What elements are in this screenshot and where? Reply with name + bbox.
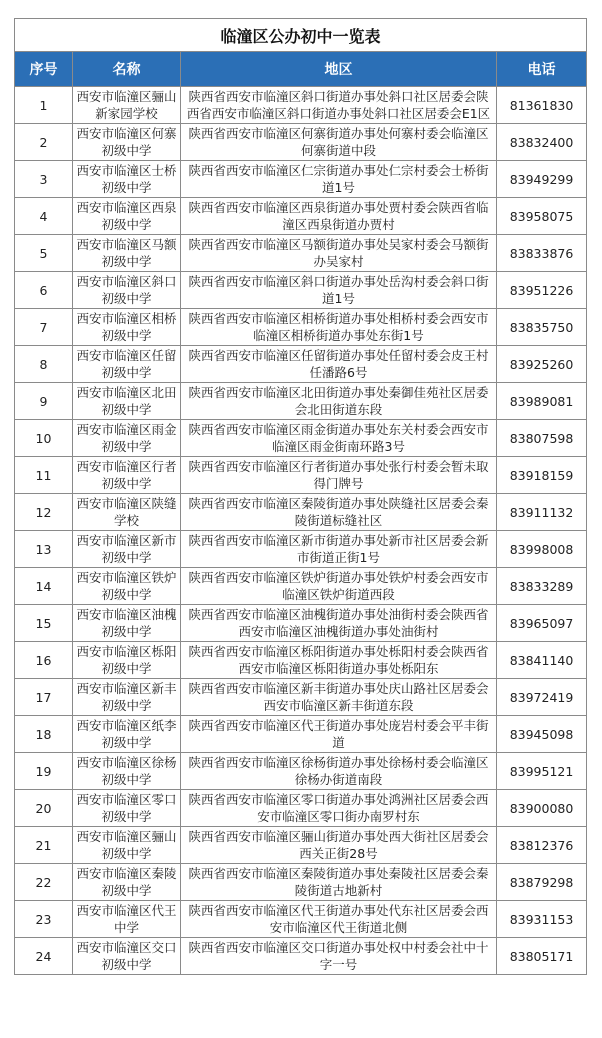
- table-row: [15, 753, 587, 790]
- school-address: 陕西省西安市临潼区代王街道办事处代东社区居委会西安市临潼区代王街道北侧: [181, 901, 497, 938]
- school-name: 西安市临潼区相桥初级中学: [73, 309, 181, 346]
- school-phone: 83925260: [497, 346, 587, 383]
- row-number: 3: [15, 161, 73, 198]
- school-address: 陕西省西安市临潼区秦陵街道办事处秦陵社区居委会秦陵街道古地新村: [181, 864, 497, 901]
- header-row: [15, 52, 587, 87]
- school-phone: 83989081: [497, 383, 587, 420]
- row-number: 16: [15, 642, 73, 679]
- table-row: [15, 901, 587, 938]
- school-phone: 83998008: [497, 531, 587, 568]
- school-phone: 83918159: [497, 457, 587, 494]
- school-phone: 83835750: [497, 309, 587, 346]
- table-row: [15, 235, 587, 272]
- table-row: [15, 309, 587, 346]
- school-name: 西安市临潼区行者初级中学: [73, 457, 181, 494]
- school-phone: 83965097: [497, 605, 587, 642]
- school-phone: 83945098: [497, 716, 587, 753]
- school-address: 陕西省西安市临潼区新市街道办事处新市社区居委会新市街道正街1号: [181, 531, 497, 568]
- school-phone: 83931153: [497, 901, 587, 938]
- table-row: [15, 346, 587, 383]
- school-name: 西安市临潼区士桥初级中学: [73, 161, 181, 198]
- school-phone: 83832400: [497, 124, 587, 161]
- school-name: 西安市临潼区斜口初级中学: [73, 272, 181, 309]
- row-number: 10: [15, 420, 73, 457]
- row-number: 4: [15, 198, 73, 235]
- table-row: [15, 938, 587, 975]
- table-row: [15, 864, 587, 901]
- school-phone: 83812376: [497, 827, 587, 864]
- school-name: 西安市临潼区新丰初级中学: [73, 679, 181, 716]
- school-address: 陕西省西安市临潼区雨金街道办事处东关村委会西安市临潼区雨金街南环路3号: [181, 420, 497, 457]
- school-address: 陕西省西安市临潼区北田街道办事处秦御佳苑社区居委会北田街道东段: [181, 383, 497, 420]
- school-name: 西安市临潼区徐杨初级中学: [73, 753, 181, 790]
- row-number: 12: [15, 494, 73, 531]
- row-number: 6: [15, 272, 73, 309]
- school-phone: 83805171: [497, 938, 587, 975]
- school-name: 西安市临潼区雨金初级中学: [73, 420, 181, 457]
- row-number: 21: [15, 827, 73, 864]
- school-name: 西安市临潼区交口初级中学: [73, 938, 181, 975]
- school-name: 西安市临潼区代王中学: [73, 901, 181, 938]
- table-row: [15, 124, 587, 161]
- table-body: [15, 87, 587, 975]
- row-number: 8: [15, 346, 73, 383]
- row-number: 2: [15, 124, 73, 161]
- school-address: 陕西省西安市临潼区仁宗街道办事处仁宗村委会士桥街道1号: [181, 161, 497, 198]
- table-row: [15, 420, 587, 457]
- school-name: 西安市临潼区马额初级中学: [73, 235, 181, 272]
- school-address: 陕西省西安市临潼区任留街道办事处任留村委会皮王村任潘路6号: [181, 346, 497, 383]
- header-phone: 电话: [497, 52, 587, 87]
- school-phone: 83911132: [497, 494, 587, 531]
- school-phone: 83833876: [497, 235, 587, 272]
- school-address: 陕西省西安市临潼区斜口街道办事处岳沟村委会斜口街道1号: [181, 272, 497, 309]
- school-phone: 83951226: [497, 272, 587, 309]
- school-name: 西安市临潼区西泉初级中学: [73, 198, 181, 235]
- table-row: [15, 198, 587, 235]
- school-name: 西安市临潼区秦陵初级中学: [73, 864, 181, 901]
- school-phone: 83958075: [497, 198, 587, 235]
- school-address: 陕西省西安市临潼区新丰街道办事处庆山路社区居委会西安市临潼区新丰街道东段: [181, 679, 497, 716]
- table-row: [15, 87, 587, 124]
- school-address: 陕西省西安市临潼区零口街道办事处鸿洲社区居委会西安市临潼区零口街办南罗村东: [181, 790, 497, 827]
- header-name: 名称: [73, 52, 181, 87]
- row-number: 11: [15, 457, 73, 494]
- table-row: [15, 605, 587, 642]
- row-number: 7: [15, 309, 73, 346]
- school-name: 西安市临潼区栎阳初级中学: [73, 642, 181, 679]
- school-address: 陕西省西安市临潼区铁炉街道办事处铁炉村委会西安市临潼区铁炉街道西段: [181, 568, 497, 605]
- table-row: [15, 679, 587, 716]
- school-address: 陕西省西安市临潼区油槐街道办事处油街村委会陕西省西安市临潼区油槐街道办事处油街村: [181, 605, 497, 642]
- school-phone: 83833289: [497, 568, 587, 605]
- school-name: 西安市临潼区骊山新家园学校: [73, 87, 181, 124]
- row-number: 23: [15, 901, 73, 938]
- row-number: 13: [15, 531, 73, 568]
- school-address: 陕西省西安市临潼区骊山街道办事处西大街社区居委会西关正街28号: [181, 827, 497, 864]
- school-address: 陕西省西安市临潼区斜口街道办事处斜口社区居委会陕西省西安市临潼区斜口街道办事处斜口社区居委会E1区: [181, 87, 497, 124]
- school-phone: 83900080: [497, 790, 587, 827]
- row-number: 17: [15, 679, 73, 716]
- table-title: 临潼区公办初中一览表: [15, 19, 587, 52]
- title-row: [15, 19, 587, 52]
- table-row: [15, 568, 587, 605]
- school-phone: 81361830: [497, 87, 587, 124]
- school-phone: 83841140: [497, 642, 587, 679]
- school-phone: 83879298: [497, 864, 587, 901]
- school-address: 陕西省西安市临潼区何寨街道办事处何寨村委会临潼区何寨街道中段: [181, 124, 497, 161]
- table-row: [15, 457, 587, 494]
- school-name: 西安市临潼区骊山初级中学: [73, 827, 181, 864]
- school-name: 西安市临潼区任留初级中学: [73, 346, 181, 383]
- row-number: 19: [15, 753, 73, 790]
- school-address: 陕西省西安市临潼区行者街道办事处张行村委会暂未取得门牌号: [181, 457, 497, 494]
- school-phone: 83807598: [497, 420, 587, 457]
- school-table: [14, 18, 587, 975]
- row-number: 9: [15, 383, 73, 420]
- school-address: 陕西省西安市临潼区西泉街道办事处贾村委会陕西省临潼区西泉街道办贾村: [181, 198, 497, 235]
- table-row: [15, 531, 587, 568]
- table-row: [15, 642, 587, 679]
- table-row: [15, 827, 587, 864]
- school-name: 西安市临潼区油槐初级中学: [73, 605, 181, 642]
- table-row: [15, 716, 587, 753]
- school-name: 西安市临潼区新市初级中学: [73, 531, 181, 568]
- school-name: 西安市临潼区铁炉初级中学: [73, 568, 181, 605]
- school-address: 陕西省西安市临潼区相桥街道办事处相桥村委会西安市临潼区相桥街道办事处东街1号: [181, 309, 497, 346]
- row-number: 22: [15, 864, 73, 901]
- school-phone: 83995121: [497, 753, 587, 790]
- school-address: 陕西省西安市临潼区代王街道办事处庞岩村委会平丰街道: [181, 716, 497, 753]
- school-phone: 83972419: [497, 679, 587, 716]
- table-row: [15, 494, 587, 531]
- table-row: [15, 790, 587, 827]
- row-number: 5: [15, 235, 73, 272]
- row-number: 18: [15, 716, 73, 753]
- row-number: 20: [15, 790, 73, 827]
- school-list-sheet: [14, 18, 586, 975]
- header-no: 序号: [15, 52, 73, 87]
- row-number: 24: [15, 938, 73, 975]
- school-address: 陕西省西安市临潼区徐杨街道办事处徐杨村委会临潼区徐杨办街道南段: [181, 753, 497, 790]
- table-row: [15, 383, 587, 420]
- school-address: 陕西省西安市临潼区秦陵街道办事处陕缝社区居委会秦陵街道标缝社区: [181, 494, 497, 531]
- school-address: 陕西省西安市临潼区马额街道办事处吴家村委会马额街办吴家村: [181, 235, 497, 272]
- row-number: 15: [15, 605, 73, 642]
- school-address: 陕西省西安市临潼区交口街道办事处权中村委会社中十字一号: [181, 938, 497, 975]
- school-name: 西安市临潼区零口初级中学: [73, 790, 181, 827]
- header-address: 地区: [181, 52, 497, 87]
- school-name: 西安市临潼区北田初级中学: [73, 383, 181, 420]
- school-name: 西安市临潼区纸李初级中学: [73, 716, 181, 753]
- table-row: [15, 272, 587, 309]
- table-row: [15, 161, 587, 198]
- school-phone: 83949299: [497, 161, 587, 198]
- school-name: 西安市临潼区何寨初级中学: [73, 124, 181, 161]
- row-number: 1: [15, 87, 73, 124]
- school-name: 西安市临潼区陕缝学校: [73, 494, 181, 531]
- school-address: 陕西省西安市临潼区栎阳街道办事处栎阳村委会陕西省西安市临潼区栎阳街道办事处栎阳东: [181, 642, 497, 679]
- row-number: 14: [15, 568, 73, 605]
